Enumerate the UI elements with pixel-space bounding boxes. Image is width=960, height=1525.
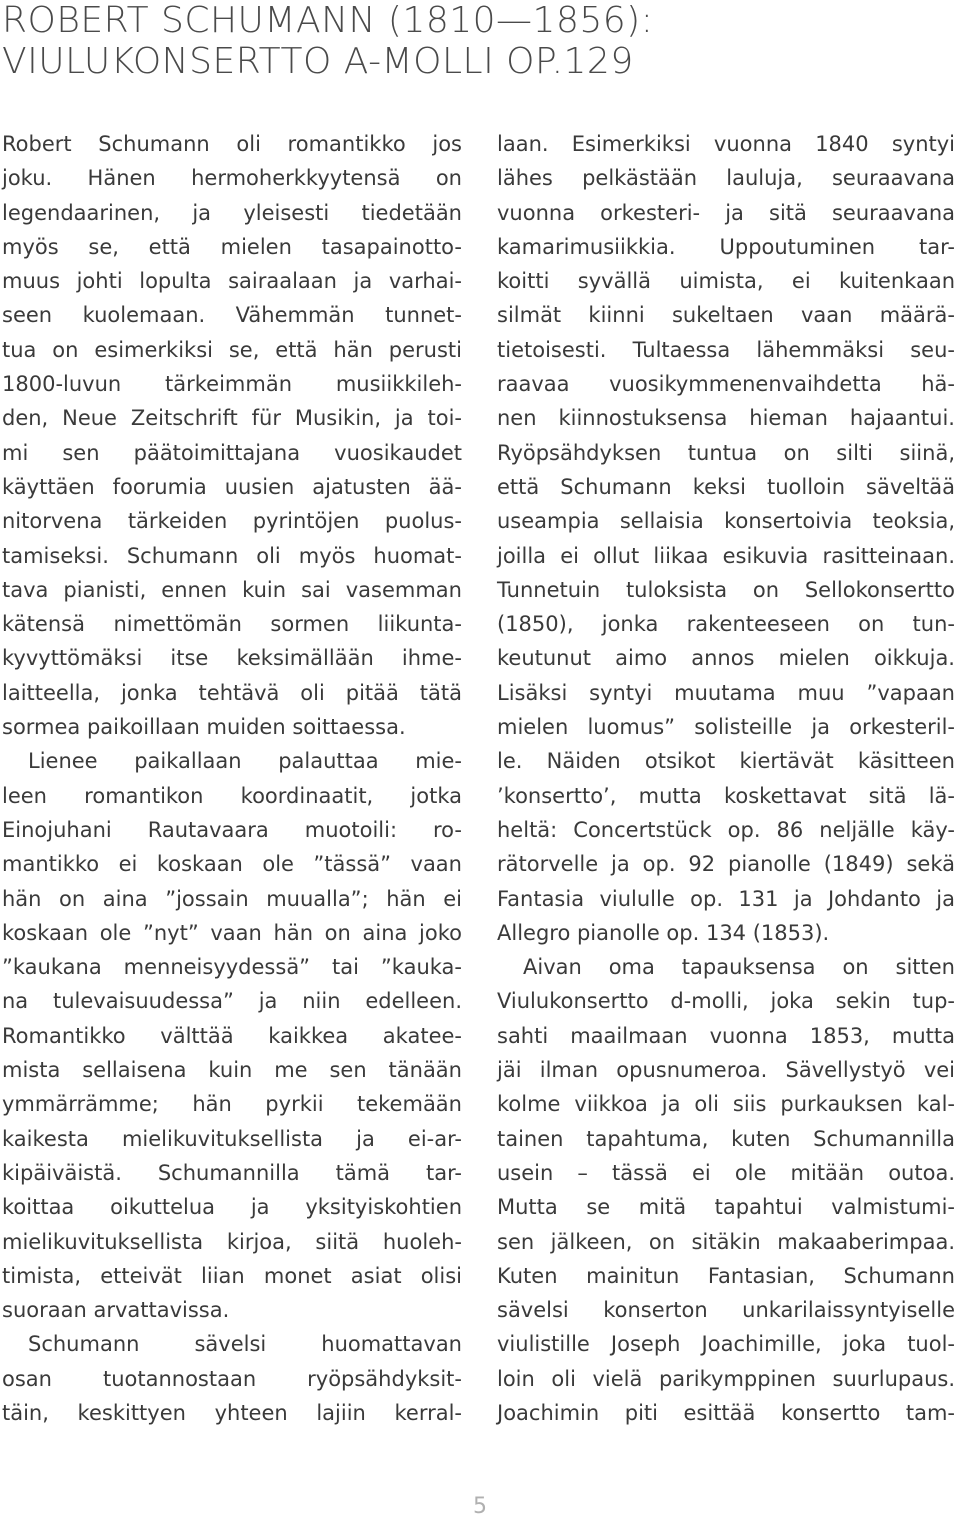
text-line: sen jälkeen, on sitäkin makaaberimpaa. <box>497 1229 955 1254</box>
text-line: Kuten mainitun Fantasian, Schumann <box>497 1263 955 1288</box>
text-line: kaikesta mielikuvituksellista ja ei-ar- <box>2 1126 462 1151</box>
text-line: tua on esimerkiksi se, että hän perusti <box>2 337 462 362</box>
text-line: nen kiinnostuksensa hieman hajaantui. <box>497 406 955 431</box>
text-line: kolme viikkoa ja oli siis purkauksen kal- <box>497 1092 955 1117</box>
text-line: seen kuolemaan. Vähemmän tunnet- <box>2 303 462 328</box>
text-line: leen romantikon koordinaatit, jotka <box>2 783 462 808</box>
text-line: tamiseksi. Schumann oli myös huomat- <box>2 543 462 568</box>
text-line: myös se, että mielen tasapainotto- <box>2 234 462 259</box>
text-line: sahti maailmaan vuonna 1853, mutta <box>497 1023 955 1048</box>
text-line: useampia sellaisia konsertoivia teoksia, <box>497 509 955 534</box>
text-line: mielen luomus” solisteille ja orkesteril- <box>497 715 955 740</box>
text-line: suoraan arvattavissa. <box>2 1298 230 1323</box>
text-line: den, Neue Zeitschrift für Musikin, ja toi- <box>2 406 462 431</box>
text-line: mielikuvituksellista kirjoa, siitä huoleh- <box>2 1229 462 1254</box>
page-number: 5 <box>473 1494 487 1519</box>
text-line: joku. Hänen hermoherkkyytensä on <box>2 166 462 191</box>
text-line: muus johti lopulta sairaalaan ja varhai- <box>2 269 462 294</box>
text-line: tava pianisti, ennen kuin sai vasemman <box>2 577 462 602</box>
text-line: rätorvelle ja op. 92 pianolle (1849) sekä <box>497 852 955 877</box>
text-line: kamarimusiikkia. Uppoutuminen tar- <box>497 234 955 259</box>
text-line: kipäiväistä. Schumannilla tämä tar- <box>2 1160 462 1185</box>
text-line: Viulukonsertto d-molli, joka sekin tup- <box>497 989 955 1014</box>
text-line: Robert Schumann oli romantikko jos <box>2 132 462 156</box>
text-line: laitteella, jonka tehtävä oli pitää tätä <box>2 680 462 705</box>
text-line: Mutta se mitä tapahtui valmistumi- <box>497 1195 955 1220</box>
text-line: loin oli vielä parikymppinen suurlupaus. <box>497 1366 955 1391</box>
text-line: usein – tässä ei ole mitään outoa. <box>497 1160 955 1185</box>
text-line: tietoisesti. Tultaessa lähemmäksi seu- <box>497 337 955 362</box>
text-line: viulistille Joseph Joachimille, joka tuol- <box>497 1332 955 1357</box>
text-line: koitti syvällä uimista, ei kuitenkaan <box>497 269 955 294</box>
article-title <box>2 0 942 82</box>
text-line: 1800-luvun tärkeimmän musiikkileh- <box>2 372 462 397</box>
text-line: nitorvena tärkeiden pyrintöjen puolus- <box>2 509 462 534</box>
text-line: Einojuhani Rautavaara muotoili: ro- <box>2 817 462 842</box>
text-line: raavaa vuosikymmenenvaihdetta hä- <box>497 372 955 397</box>
text-line: legendaarinen, ja yleisesti tiedetään <box>2 200 462 225</box>
text-line: joilla ei ollut liikaa esikuvia rasitteinaan. <box>497 543 955 568</box>
text-line: silmät kiinni sukeltaen vaan määrä- <box>497 303 955 328</box>
text-line: na tulevaisuudessa” ja niin edelleen. <box>2 989 462 1014</box>
text-line: vuonna orkesteri- ja sitä seuraavana <box>497 200 955 225</box>
text-line: mista sellaisena kuin me sen tänään <box>2 1058 462 1083</box>
text-line: Joachimin piti esittää konsertto tam- <box>497 1400 955 1425</box>
text-line: laan. Esimerkiksi vuonna 1840 syntyi <box>497 132 955 156</box>
text-line: kätensä nimettömän sormen liikunta- <box>2 612 462 637</box>
text-line: ”kaukana menneisyydessä” tai ”kauka- <box>2 955 462 980</box>
text-line: sormea paikoillaan muiden soittaessa. <box>2 715 406 740</box>
text-line: Ryöpsähdyksen tuntua on silti siinä, <box>497 440 955 465</box>
text-line: käyttäen foorumia uusien ajatusten ää- <box>2 474 462 499</box>
text-line: koskaan ole ”nyt” vaan hän on aina joko <box>2 920 462 945</box>
text-line: koittaa oikuttelua ja yksityiskohtien <box>2 1195 462 1220</box>
text-line: jäi ilman opusnumeroa. Sävellystyö vei <box>497 1058 955 1083</box>
text-line: timista, etteivät liian monet asiat olisi <box>2 1263 462 1288</box>
text-line: Allegro pianolle op. 134 (1853). <box>497 920 830 945</box>
text-line: Tunnetuin tuloksista on Sellokonsertto <box>497 577 955 602</box>
text-line: Aivan oma tapauksensa on sitten <box>523 955 955 980</box>
text-line: mantikko ei koskaan ole ”tässä” vaan <box>2 852 462 877</box>
text-line: kyvyttömäksi itse keksimällään ihme- <box>2 646 462 671</box>
text-line: Fantasia viululle op. 131 ja Johdanto ja <box>497 886 955 911</box>
text-line: (1850), jonka rakenteeseen on tun- <box>497 612 955 637</box>
text-line: lähes pelkästään lauluja, seuraavana <box>497 166 955 191</box>
text-line: heltä: Concertstück op. 86 neljälle käy- <box>497 817 955 842</box>
text-line: Schumann sävelsi huomattavan <box>28 1332 462 1357</box>
text-line: Romantikko välttää kaikkea akatee- <box>2 1023 462 1048</box>
text-line: sävelsi konserton unkarilaissyntyiselle <box>497 1298 955 1323</box>
title-line-1: ROBERT SCHUMANN (1810—1856): <box>2 0 654 41</box>
text-line: mi sen päätoimittajana vuosikaudet <box>2 440 462 465</box>
text-line: ymmärrämme; hän pyrkii tekemään <box>2 1092 462 1117</box>
title-line-2: VIULUKONSERTTO A-MOLLI OP.129 <box>2 41 634 82</box>
text-line: keutunut aimo annos mielen oikkuja. <box>497 646 955 671</box>
left-text-column <box>2 127 462 1430</box>
right-text-column <box>497 127 955 1430</box>
text-line: hän on aina ”jossain muualla”; hän ei <box>2 886 462 911</box>
text-line: tainen tapahtuma, kuten Schumannilla <box>497 1126 955 1151</box>
text-line: Lisäksi syntyi muutama muu ”vapaan <box>497 680 955 705</box>
text-line: le. Näiden otsikot kiertävät käsitteen <box>497 749 955 774</box>
text-line: ’konsertto’, mutta koskettavat sitä lä- <box>497 783 955 808</box>
text-line: täin, keskittyen yhteen lajiin kerral- <box>2 1400 462 1425</box>
text-line: osan tuotannostaan ryöpsähdyksit- <box>2 1366 462 1391</box>
text-line: että Schumann keksi tuolloin säveltää <box>497 474 955 499</box>
text-line: Lienee paikallaan palauttaa mie- <box>28 749 462 774</box>
